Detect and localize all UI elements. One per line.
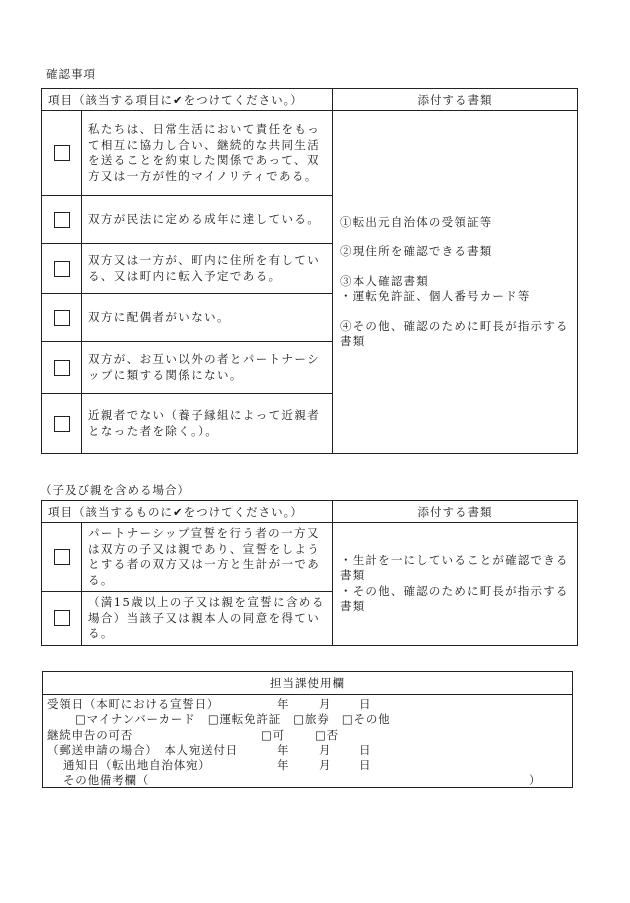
checkbox[interactable] — [54, 549, 70, 565]
continuation-yes[interactable]: □可 — [261, 728, 285, 742]
row-text: 双方又は一方が、町内に住所を有している、又は町内に転入予定である。 — [82, 244, 333, 294]
doc-item: ②現住所を確認できる書類 — [340, 244, 493, 258]
table-row — [42, 111, 578, 196]
checkbox[interactable] — [54, 145, 70, 161]
mail-month: 月 — [319, 743, 332, 757]
continuation-label: 継続申告の可否 — [47, 728, 134, 742]
header-docs: 添付する書類 — [333, 89, 578, 111]
office-use-title: 担当課使用欄 — [43, 672, 572, 695]
receipt-year: 年 — [277, 697, 290, 711]
remarks-label: その他備考欄（ — [63, 773, 150, 787]
checkbox[interactable] — [54, 416, 70, 432]
checkbox[interactable] — [54, 610, 70, 626]
checkbox[interactable] — [54, 212, 70, 228]
receipt-day: 日 — [359, 697, 372, 711]
notice-day: 日 — [359, 758, 372, 772]
mail-send-label: （郵送申請の場合） 本人宛送付日 — [47, 743, 239, 757]
row-text: 近親者でない（養子縁組によって近親者となった者を除く。）。 — [82, 394, 333, 454]
checkbox-cell[interactable] — [42, 592, 82, 646]
checkbox-cell[interactable] — [42, 244, 82, 294]
checkbox[interactable] — [54, 261, 70, 277]
table-header — [42, 89, 578, 111]
checkbox[interactable] — [54, 310, 70, 326]
doc-item: ③本人確認書類 — [340, 273, 429, 288]
doc-item: ①転出元自治体の受領証等 — [340, 214, 493, 229]
attached-docs — [333, 523, 578, 646]
row-text: パートナーシップ宣誓を行う者の一方又は双方の子又は親であり、宣誓をしようとする者の双方又は一方と生計が一である。 — [82, 523, 333, 592]
section2-caption: （子及び親を含める場合） — [40, 483, 190, 497]
doc-item: ・その他、確認のために町長が指示する書類 — [340, 583, 569, 614]
checkbox-cell[interactable] — [42, 196, 82, 244]
header-item: 項目（該当する項目に✔をつけてください。） — [42, 89, 333, 111]
receipt-month: 月 — [319, 697, 332, 711]
mail-day: 日 — [359, 743, 372, 757]
table-row — [42, 523, 578, 592]
row-text: 双方に配偶者がいない。 — [82, 294, 333, 342]
doc-subitem: ・運転免許証、個人番号カード等 — [340, 289, 531, 303]
id-document-options[interactable]: □マイナンバーカード □運転免許証 □旅券 □その他 — [75, 712, 391, 726]
table-header — [42, 501, 578, 523]
office-use-panel — [42, 671, 573, 788]
doc-item: ・生計を一にしていることが確認できる書類 — [340, 552, 569, 583]
doc-item: ④その他、確認のために町長が指示する書類 — [340, 318, 569, 348]
continuation-no[interactable]: □否 — [315, 728, 339, 742]
checkbox-cell[interactable] — [42, 394, 82, 454]
checkbox-cell[interactable] — [42, 294, 82, 342]
checkbox-cell[interactable] — [42, 111, 82, 196]
notice-year: 年 — [277, 758, 290, 772]
section1-caption: 確認事項 — [46, 67, 96, 81]
attached-docs — [333, 111, 578, 454]
mail-year: 年 — [277, 743, 290, 757]
notice-date-label: 通知日（転出地自治体宛） — [63, 758, 211, 772]
child-parent-table — [41, 500, 578, 646]
checkbox-cell[interactable] — [42, 342, 82, 394]
notice-month: 月 — [319, 758, 332, 772]
row-text: 私たちは、日常生活において責任をもって相互に協力し合い、継続的な共同生活を送ることを約束した関係であって、双方又は一方が性的マイノリティである。 — [82, 111, 333, 196]
remarks-close: ） — [529, 773, 542, 787]
header-item: 項目（該当するものに✔をつけてください。） — [42, 501, 333, 523]
row-text: 双方が民法に定める成年に達している。 — [82, 196, 333, 244]
receipt-date-label: 受領日（本町における宣誓日） — [47, 697, 220, 711]
header-docs: 添付する書類 — [333, 501, 578, 523]
checkbox[interactable] — [54, 360, 70, 376]
row-text: （満15歳以上の子又は親を宣誓に含める場合）当該子又は親本人の同意を得ている。 — [82, 592, 333, 646]
row-text: 双方が、お互い以外の者とパートナーシップに類する関係にない。 — [82, 342, 333, 394]
confirmation-table — [41, 88, 578, 454]
checkbox-cell[interactable] — [42, 523, 82, 592]
